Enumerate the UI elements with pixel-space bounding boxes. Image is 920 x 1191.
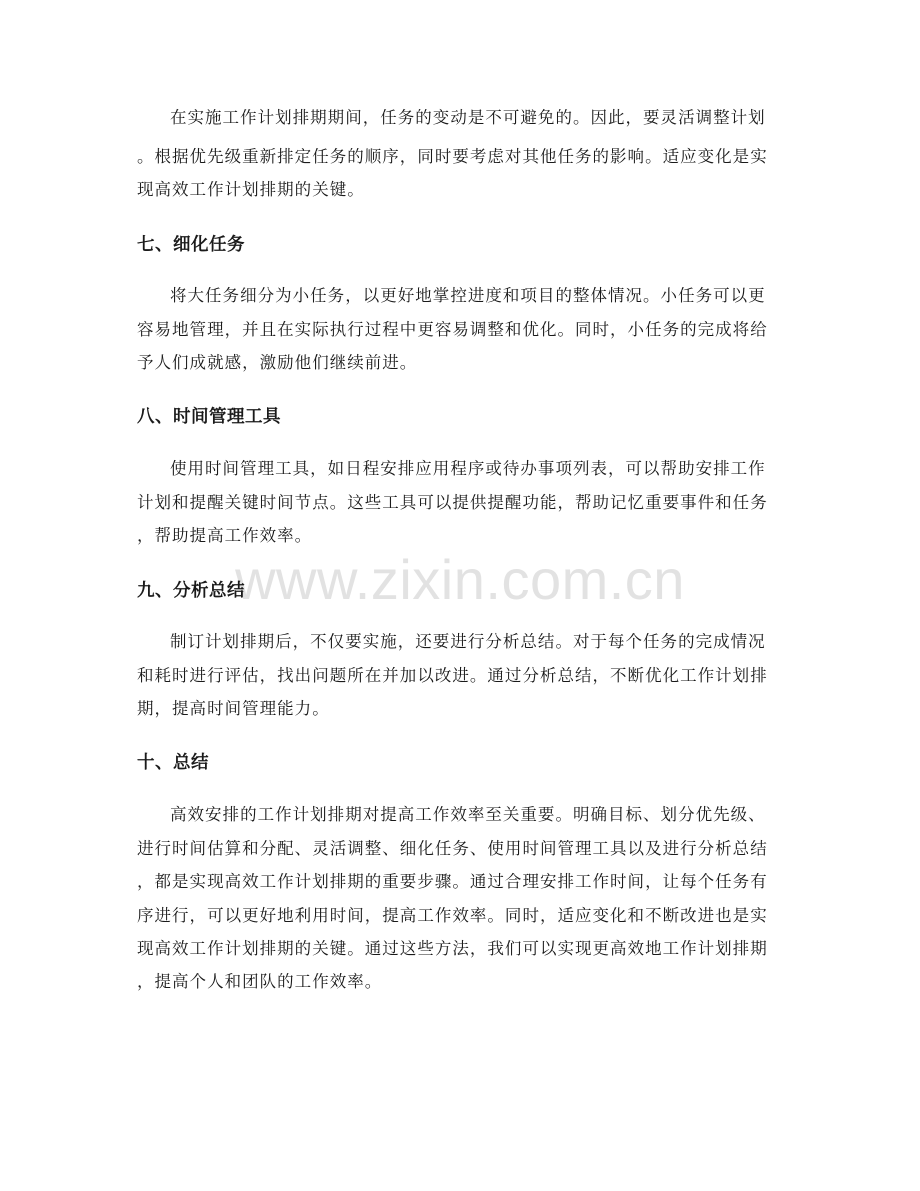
watermark-text: www.zixin.com.cn [235, 548, 685, 611]
paragraph-line: ，提高个人和团队的工作效率。 [137, 972, 383, 991]
paragraph-line: 予人们成就感，激励他们继续前进。 [137, 353, 418, 372]
section-heading: 八、时间管理工具 [137, 407, 281, 427]
paragraph-line: 和耗时进行评估，找出问题所在并加以改进。通过分析总结，不断优化工作计划排 [137, 666, 768, 685]
paragraph-line: ，帮助提高工作效率。 [137, 526, 313, 545]
section-heading: 七、细化任务 [137, 235, 245, 255]
paragraph-line: 制订计划排期后，不仅要实施，还要进行分析总结。对于每个任务的完成情况 [170, 632, 766, 651]
section-heading: 九、分析总结 [137, 581, 245, 601]
paragraph-line: 现高效工作计划排期的关键。通过这些方法，我们可以实现更高效地工作计划排期 [137, 939, 768, 958]
paragraph-line: 进行时间估算和分配、灵活调整、细化任务、使用时间管理工具以及进行分析总结 [137, 839, 768, 858]
paragraph-line: 使用时间管理工具，如日程安排应用程序或待办事项列表，可以帮助安排工作 [170, 459, 766, 478]
paragraph-line: ，都是实现高效工作计划排期的重要步骤。通过合理安排工作时间，让每个任务有 [137, 872, 768, 891]
paragraph-line: 容易地管理，并且在实际执行过程中更容易调整和优化。同时，小任务的完成将给 [137, 320, 768, 339]
section-heading: 十、总结 [137, 753, 209, 773]
paragraph-line: 高效安排的工作计划排期对提高工作效率至关重要。明确目标、划分优先级、 [170, 805, 766, 824]
paragraph-line: 序进行，可以更好地利用时间，提高工作效率。同时，适应变化和不断改进也是实 [137, 906, 768, 925]
paragraph-line: 期，提高时间管理能力。 [137, 699, 330, 718]
paragraph-line: 现高效工作计划排期的关键。 [137, 180, 365, 199]
paragraph-line: 将大任务细分为小任务，以更好地掌控进度和项目的整体情况。小任务可以更 [170, 286, 766, 305]
paragraph-line: 计划和提醒关键时间节点。这些工具可以提供提醒功能，帮助记忆重要事件和任务 [137, 493, 768, 512]
paragraph-line: 。根据优先级重新排定任务的顺序，同时要考虑对其他任务的影响。适应变化是实 [137, 147, 768, 166]
paragraph-line: 在实施工作计划排期期间，任务的变动是不可避免的。因此，要灵活调整计划 [170, 108, 766, 127]
